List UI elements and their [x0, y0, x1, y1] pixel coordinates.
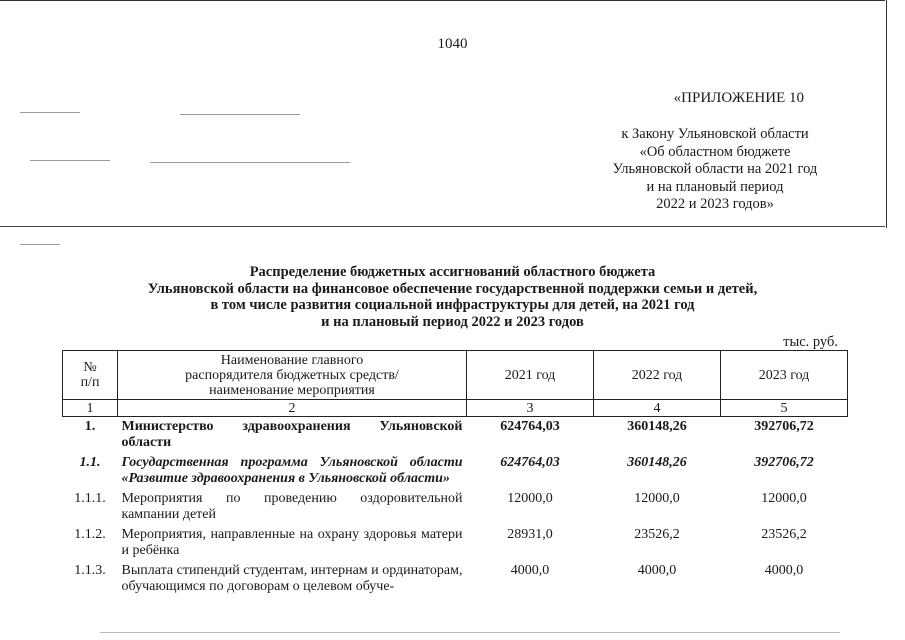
value-2023: 392706,72	[754, 455, 814, 470]
row-name: Государственная программа Ульяновской области «Развитие здравоохранения в Ульяновской области»	[121, 455, 463, 486]
scan-artifact	[20, 244, 60, 245]
law-reference-line: Ульяновской области на 2021 год	[612, 161, 818, 177]
page-number: 1040	[437, 36, 468, 52]
row-name: Выплата стипендий студентам, интернам и ординаторам, обучающимся по договорам о целевом обуче-	[121, 563, 463, 594]
header-number-line: п/п	[80, 375, 100, 390]
value-2023: 12000,0	[761, 491, 807, 506]
scan-artifact	[30, 160, 110, 161]
title-line: и на плановый период 2022 и 2023 годов	[321, 313, 584, 330]
column-number-row	[63, 400, 848, 417]
law-reference	[590, 126, 840, 214]
table-row	[63, 561, 848, 597]
value-2021: 28931,0	[507, 527, 553, 542]
title-line: Распределение бюджетных ассигнований областного бюджета	[249, 264, 656, 280]
value-2021: 4000,0	[510, 563, 550, 578]
header-2022: 2022 год	[594, 351, 721, 400]
value-2022: 360148,26	[627, 455, 687, 470]
value-2022: 4000,0	[637, 563, 677, 578]
units-label: тыс. руб.	[783, 334, 838, 350]
scan-artifact	[100, 632, 840, 633]
column-number: 3	[467, 400, 594, 417]
table-row	[63, 525, 848, 561]
header-name-line: наименование мероприятия	[209, 382, 375, 398]
law-reference-line: к Закону Ульяновской области	[621, 126, 809, 142]
budget-table	[62, 350, 848, 597]
column-number: 2	[118, 400, 467, 417]
row-number: 1.	[84, 419, 96, 434]
scan-artifact	[180, 114, 300, 115]
header-number-line: №	[83, 360, 97, 375]
row-number: 1.1.	[79, 455, 101, 470]
header-name	[118, 351, 467, 400]
title-line: Ульяновской области на финансовое обеспечение государственной поддержки семьи и детей,	[147, 280, 758, 297]
header-2021: 2021 год	[467, 351, 594, 400]
column-number: 1	[63, 400, 118, 417]
row-name: Мероприятия, направленные на охрану здоровья матери и ребёнка	[121, 527, 463, 558]
appendix-block	[560, 90, 860, 123]
value-2023: 4000,0	[764, 563, 804, 578]
value-2022: 12000,0	[634, 491, 680, 506]
law-reference-line: и на плановый период	[646, 178, 784, 195]
table-row	[63, 417, 848, 454]
header-2023: 2023 год	[721, 351, 848, 400]
scan-artifact	[20, 112, 80, 113]
scan-artifact	[150, 162, 350, 163]
row-name: Мероприятия по проведению оздоровительной кампании детей	[121, 491, 463, 522]
value-2021: 624764,03	[500, 455, 560, 470]
row-number: 1.1.3.	[74, 563, 106, 578]
appendix-title: «ПРИЛОЖЕНИЕ 10	[673, 90, 804, 106]
header-number	[63, 351, 118, 400]
table-row	[63, 453, 848, 489]
column-number: 4	[594, 400, 721, 417]
row-number: 1.1.1.	[74, 491, 106, 506]
value-2022: 23526,2	[634, 527, 680, 542]
header-name-line: распорядителя бюджетных средств/	[185, 367, 399, 383]
column-number: 5	[721, 400, 848, 417]
value-2021: 624764,03	[500, 419, 560, 434]
table-header-row	[63, 351, 848, 400]
page-border-top	[0, 0, 885, 1]
page-border-right	[886, 0, 887, 228]
value-2023: 23526,2	[761, 527, 807, 542]
value-2021: 12000,0	[507, 491, 553, 506]
value-2023: 392706,72	[754, 419, 814, 434]
row-number: 1.1.2.	[74, 527, 106, 542]
law-reference-line: 2022 и 2023 годов»	[656, 196, 774, 212]
law-reference-line: «Об областном бюджете	[639, 143, 791, 160]
document-title	[100, 264, 805, 330]
value-2022: 360148,26	[627, 419, 687, 434]
page-divider-line	[0, 226, 885, 227]
title-line: в том числе развития социальной инфраструктуры для детей, на 2021 год	[210, 297, 695, 313]
table-row	[63, 489, 848, 525]
header-name-line: Наименование главного	[220, 352, 364, 368]
row-name: Министерство здравоохранения Ульяновской области	[121, 419, 463, 450]
